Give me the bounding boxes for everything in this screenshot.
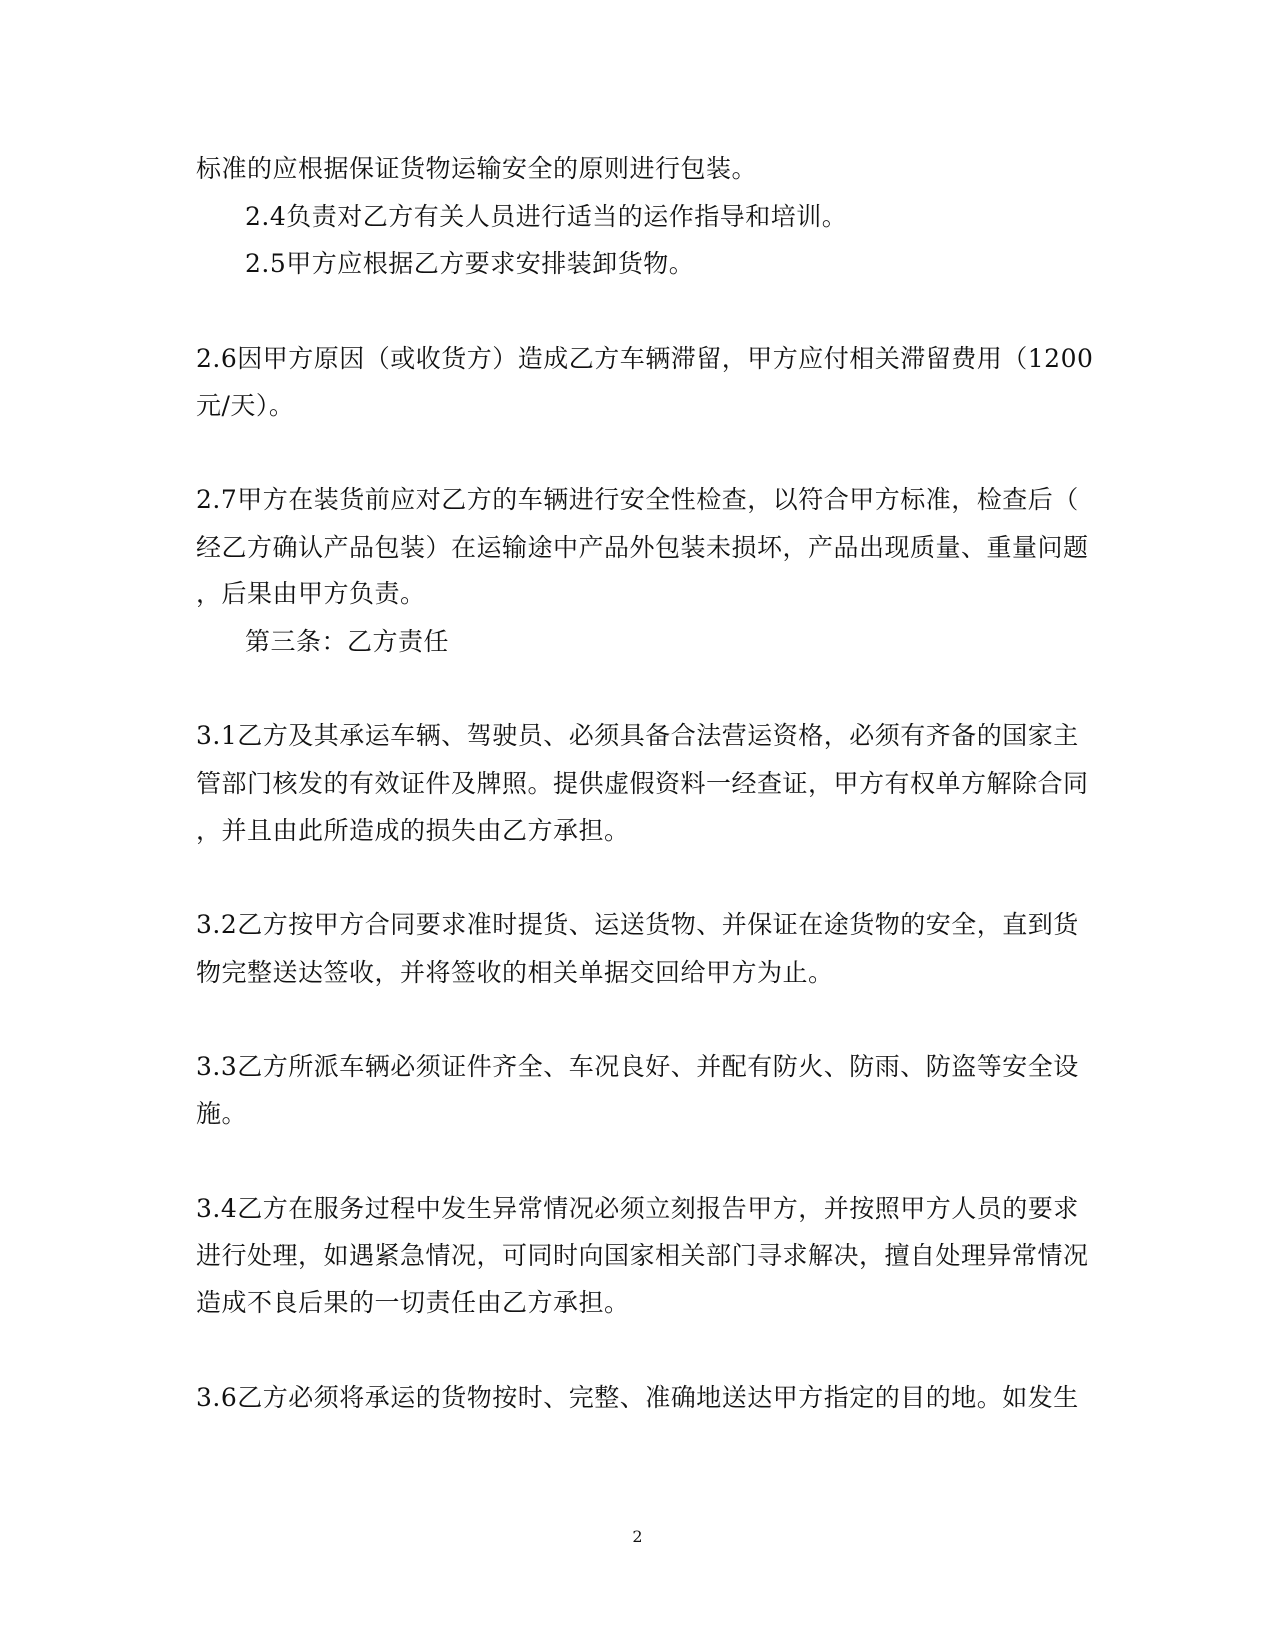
clause-3-6-line-1: 3.6乙方必须将承运的货物按时、完整、准确地送达甲方指定的目的地。如发生 — [196, 1383, 1079, 1412]
clause-2-7-line-2: 经乙方确认产品包装）在运输途中产品外包装未损坏，产品出现质量、重量问题 — [196, 533, 1089, 562]
clause-3-1-line-2: 管部门核发的有效证件及牌照。提供虚假资料一经查证，甲方有权单方解除合同 — [196, 769, 1089, 798]
clause-3-3-line-1: 3.3乙方所派车辆必须证件齐全、车况良好、并配有防火、防雨、防盗等安全设 — [196, 1052, 1079, 1081]
clause-2-7-line-1: 2.7甲方在装货前应对乙方的车辆进行安全性检查，以符合甲方标准，检查后（ — [196, 485, 1079, 514]
clause-3-1-line-3: ，并且由此所造成的损失由乙方承担。 — [196, 816, 630, 845]
clause-3-4-line-1: 3.4乙方在服务过程中发生异常情况必须立刻报告甲方，并按照甲方人员的要求 — [196, 1194, 1079, 1223]
clause-2-6-line-2: 元/天）。 — [196, 391, 295, 420]
clause-3-4-line-2: 进行处理，如遇紧急情况，可同时向国家相关部门寻求解决，擅自处理异常情况 — [196, 1241, 1089, 1270]
page-number: 2 — [632, 1527, 643, 1546]
clause-2-7-line-3: ，后果由甲方负责。 — [196, 579, 426, 608]
clause-3-4-line-3: 造成不良后果的一切责任由乙方承担。 — [196, 1288, 630, 1317]
text-line-1: 标准的应根据保证货物运输安全的原则进行包装。 — [196, 154, 758, 183]
section-heading-article-3: 第三条：乙方责任 — [245, 627, 450, 656]
clause-3-1-line-1: 3.1乙方及其承运车辆、驾驶员、必须具备合法营运资格，必须有齐备的国家主 — [196, 721, 1079, 750]
clause-3-3-line-2: 施。 — [196, 1099, 248, 1128]
clause-3-2-line-1: 3.2乙方按甲方合同要求准时提货、运送货物、并保证在途货物的安全，直到货 — [196, 910, 1079, 939]
clause-2-6-line-1: 2.6因甲方原因（或收货方）造成乙方车辆滞留，甲方应付相关滞留费用（1200 — [196, 344, 1094, 373]
clause-2-5: 2.5甲方应根据乙方要求安排装卸货物。 — [245, 249, 695, 278]
clause-2-4: 2.4负责对乙方有关人员进行适当的运作指导和培训。 — [245, 202, 848, 231]
clause-3-2-line-2: 物完整送达签收，并将签收的相关单据交回给甲方为止。 — [196, 958, 834, 987]
